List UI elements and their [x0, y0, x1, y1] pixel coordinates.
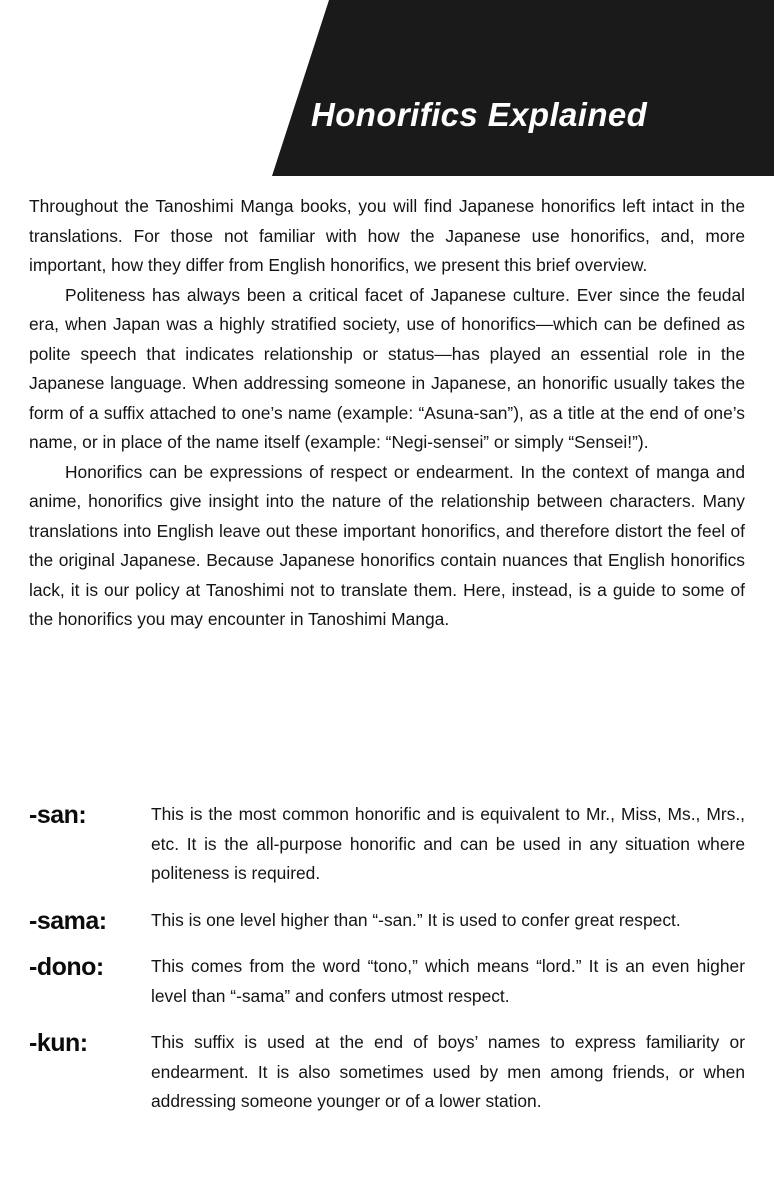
intro-paragraph-3: Honorifics can be expressions of respect or endearment. In the context of manga and anime, honorifics give insight into the nature of the relationship between characters. Many translations into English leave out these important honorifics, and therefore distort the feel of the original Japanese. Because Japanese honorifics contain nuances that English honorifics lack, it is our policy at Tanoshimi not to translate them. Here, instead, is a guide to some of the honorifics you may encounter in Tanoshimi Manga. — [29, 461, 745, 629]
honorific-entry — [29, 1028, 745, 1117]
honorific-entry — [29, 906, 745, 936]
honorific-term: -san: — [29, 801, 87, 829]
honorific-definition: This is one level higher than “-san.” It is used to confer great respect. — [151, 909, 681, 930]
honorific-definition: This suffix is used at the end of boys’ names to express familiarity or endearment. It is also sometimes used by men among friends, or when addressing someone younger or of a lower station. — [151, 1032, 745, 1111]
honorific-definition: This comes from the word “tono,” which means “lord.” It is an even higher level than “-sama” and confers utmost respect. — [151, 956, 745, 1006]
honorific-entry — [29, 952, 745, 1011]
honorifics-definition-list — [29, 800, 745, 1134]
page-title: Honorifics Explained — [311, 96, 648, 133]
honorific-term: -sama: — [29, 906, 107, 935]
honorific-entry — [29, 800, 745, 889]
intro-paragraph-2: Politeness has always been a critical facet of Japanese culture. Ever since the feudal era, when Japan was a highly stratified society, use of honorifics—which can be defined as polite speech that indicates relationship or status—has played an essential role in the Japanese language. When addressing someone in Japanese, an honorific usually takes the form of a suffix attached to one’s name (example: “Asuna-san”), as a title at the end of one’s name, or in place of the name itself (example: “Negi-sensei” or simply “Sensei!”). — [29, 284, 745, 452]
header-black-shape — [272, 0, 774, 176]
intro-paragraph-1: Throughout the Tanoshimi Manga books, you will find Japanese honorifics left intact in the translations. For those not familiar with how the Japanese use honorifics, and, more important, how they differ from English honorifics, we present this brief overview. — [29, 196, 745, 275]
honorific-definition: This is the most common honorific and is equivalent to Mr., Miss, Ms., Mrs., etc. It is the all-purpose honorific and can be used in any situation where politeness is required. — [151, 804, 745, 883]
intro-text-block — [29, 192, 745, 635]
page-header-banner — [0, 0, 774, 176]
honorific-term: -kun: — [29, 1029, 88, 1057]
honorific-term: -dono: — [29, 953, 104, 981]
